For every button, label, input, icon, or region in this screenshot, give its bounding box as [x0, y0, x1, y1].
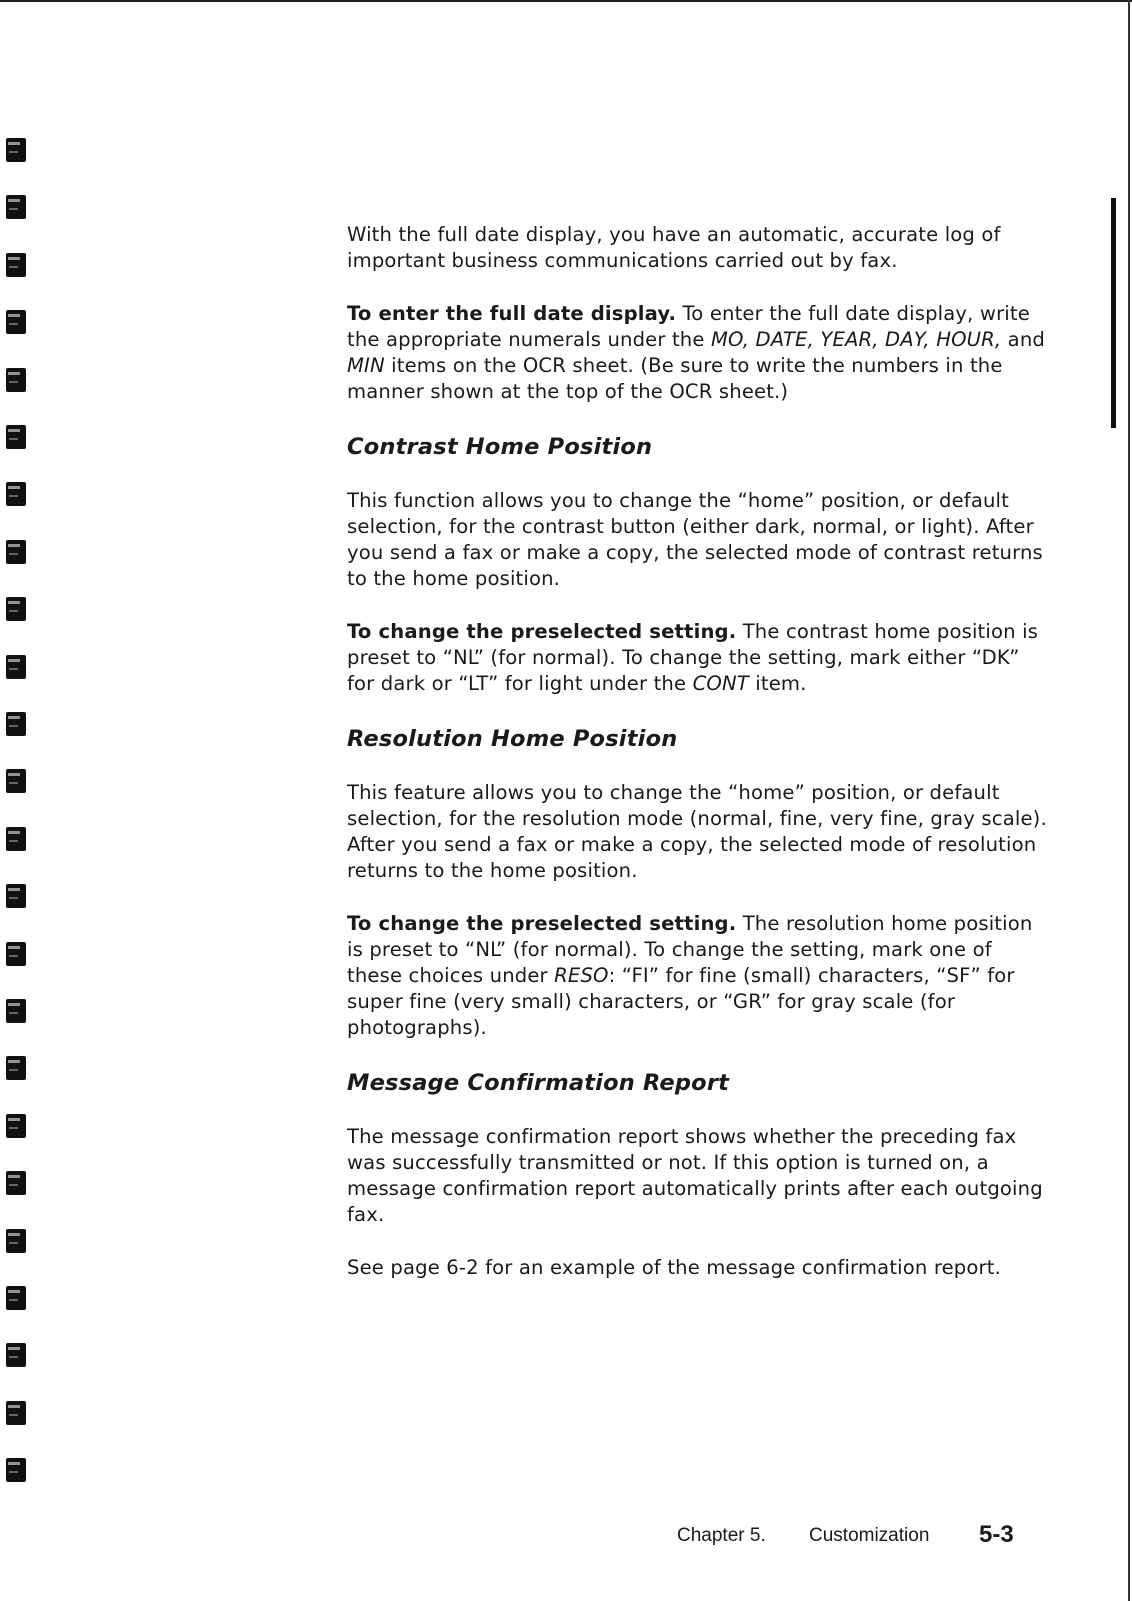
document-body	[347, 222, 1047, 1308]
paragraph: This feature allows you to change the “home” position, or default selection, for the resolution mode (normal, fine, very fine, gray scale). After you send a fax or make a copy, the selected mode of resolution returns to the home position.	[347, 781, 1047, 882]
page-right-border	[1128, 0, 1130, 1601]
text-run: The resolution home position is preset to “NL” (for normal). To change the setting, mark one of these choices under	[347, 912, 1033, 987]
paragraph-lead-in: To change the preselected setting.	[347, 912, 737, 935]
binder-hole	[6, 1114, 26, 1138]
footer-page-number: 5-3	[979, 1521, 1014, 1548]
binder-hole	[6, 482, 26, 506]
text-run: item.	[748, 672, 807, 695]
binder-hole	[6, 1229, 26, 1253]
binder-hole	[6, 1171, 26, 1195]
text-run: items on the OCR sheet. (Be sure to write the numbers in the manner shown at the top of the OCR sheet.)	[347, 354, 1003, 403]
binder-hole	[6, 597, 26, 621]
binder-holes-column	[6, 138, 32, 1518]
paragraph	[347, 619, 1047, 697]
paragraph: This function allows you to change the “home” position, or default selection, for the contrast button (either dark, normal, or light). After you send a fax or make a copy, the selected mode of contrast returns to the home position.	[347, 489, 1043, 590]
binder-hole	[6, 138, 26, 162]
binder-hole	[6, 425, 26, 449]
section-heading: Resolution Home Position	[347, 726, 678, 752]
revision-change-bar	[1111, 198, 1116, 428]
footer-section-title: Customization	[809, 1525, 930, 1546]
paragraph: With the full date display, you have an automatic, accurate log of important business communications carried out by fax.	[347, 223, 1001, 272]
paragraph: See page 6-2 for an example of the message confirmation report.	[347, 1256, 1001, 1279]
paragraph	[347, 301, 1047, 405]
italic-term: CONT	[692, 672, 749, 695]
binder-hole	[6, 884, 26, 908]
binder-hole	[6, 712, 26, 736]
binder-hole	[6, 1401, 26, 1425]
italic-term: MO, DATE, YEAR, DAY, HOUR,	[710, 328, 1002, 351]
footer-chapter: Chapter 5.	[677, 1525, 766, 1546]
section-heading: Contrast Home Position	[347, 434, 653, 460]
binder-hole	[6, 769, 26, 793]
binder-hole	[6, 942, 26, 966]
binder-hole	[6, 195, 26, 219]
binder-hole	[6, 655, 26, 679]
paragraph	[347, 911, 1047, 1041]
binder-hole	[6, 368, 26, 392]
paragraph-lead-in: To change the preselected setting.	[347, 620, 737, 643]
page-footer	[677, 1521, 1037, 1551]
italic-term: MIN	[347, 354, 385, 377]
binder-hole	[6, 1286, 26, 1310]
paragraph: The message confirmation report shows whether the preceding fax was successfully transmitted or not. If this option is turned on, a message confirmation report automatically prints after each outgoing fax.	[347, 1125, 1043, 1226]
binder-hole	[6, 1343, 26, 1367]
text-run: and	[1001, 328, 1045, 351]
binder-hole	[6, 310, 26, 334]
binder-hole	[6, 1458, 26, 1482]
text-run: : “FI” for fine (small) characters, “SF” for super fine (very small) characters, or “GR” for gray scale (for photographs).	[347, 964, 1015, 1039]
italic-term: RESO	[554, 964, 609, 987]
binder-hole	[6, 540, 26, 564]
page-top-border	[0, 0, 1132, 2]
binder-hole	[6, 253, 26, 277]
binder-hole	[6, 1056, 26, 1080]
section-heading: Message Confirmation Report	[347, 1070, 730, 1096]
paragraph-lead-in: To enter the full date display.	[347, 302, 677, 325]
text-run: The contrast home position is preset to “NL” (for normal). To change the setting, mark either “DK” for dark or “LT” for light under the	[347, 620, 1039, 695]
binder-hole	[6, 827, 26, 851]
text-run: To enter the full date display, write the appropriate numerals under the	[347, 302, 1030, 351]
binder-hole	[6, 999, 26, 1023]
